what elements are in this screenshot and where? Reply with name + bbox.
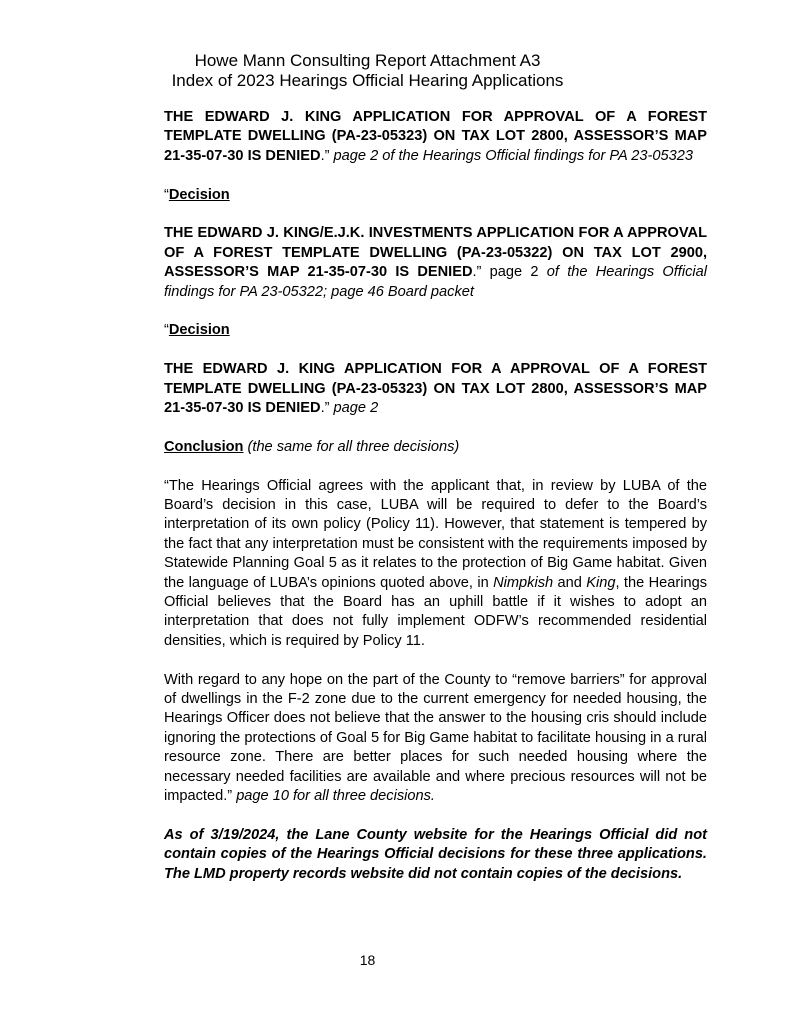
quote-open: “ xyxy=(164,186,169,203)
quote-open: “ xyxy=(164,322,169,339)
decision-heading xyxy=(164,321,707,340)
conclusion-note: (the same for all three decisions) xyxy=(243,438,460,455)
quote-close: .” xyxy=(320,400,334,417)
report-subtitle: Index of 2023 Hearings Official Hearing Applications xyxy=(171,71,564,90)
case-name-king: King xyxy=(586,574,616,591)
case-name-nimpkish: Nimpkish xyxy=(493,574,554,591)
paragraph-text: “The Hearings Official agrees with the applicant that, in review by LUBA of the Board’s decision in this case, LUBA will be required to defer to the Board’s interpretation of its own policy (Policy 11). However, that statement is tempered by the fact that any interpretation must be consistent with the requirements imposed by Statewide Planning Goal 5 as it relates to the protection of Big Game habitat. Given the language of LUBA’s opinions quoted above, in xyxy=(164,477,707,591)
citation: of the Hearings Official findings for PA 23-05322; page 46 Board packet xyxy=(164,264,707,300)
decision-statement: THE EDWARD J. KING/E.J.K. INVESTMENTS APPLICATION FOR A APPROVAL OF A FOREST TEMPLATE DWELLING (PA-23-05322) ON TAX LOT 2900, ASSESSOR’S MAP 21-35-07-30 IS DENIED xyxy=(164,225,707,281)
decision-label: Decision xyxy=(168,186,230,203)
decision-statement: THE EDWARD J. KING APPLICATION FOR A APPROVAL OF A FOREST TEMPLATE DWELLING (PA-23-05323) ON TAX LOT 2800, ASSESSOR’S MAP 21-35-07-30 IS DENIED xyxy=(164,361,707,417)
paragraph-text: , the Hearings Official believes that the Board has an uphill battle if it wishes to adopt an interpretation that does not fully implement ODFW’s recommended residential densities, which is required by Policy 11. xyxy=(164,574,707,649)
website-availability-note: As of 3/19/2024, the Lane County website for the Hearings Official did not contain copies of the Hearings Official decisions for these three applications. The LMD property records website did not contain copies of the decisions. xyxy=(164,826,707,882)
conclusion-paragraph-2 xyxy=(164,671,707,807)
document-body xyxy=(164,108,707,884)
conclusion-label: Conclusion xyxy=(164,438,244,455)
decision-label: Decision xyxy=(168,322,230,339)
quote-close: .” page 2 xyxy=(472,264,547,281)
report-title: Howe Mann Consulting Report Attachment A3 xyxy=(194,51,541,70)
paragraph-text: and xyxy=(553,574,587,591)
conclusion-paragraph-1 xyxy=(164,477,707,652)
decision-text-pa-23-05322 xyxy=(164,224,707,302)
decision-text-pa-23-05323-repeat xyxy=(164,360,707,418)
citation: page 2 of the Hearings Official findings for PA 23-05323 xyxy=(333,147,693,164)
decision-statement: THE EDWARD J. KING APPLICATION FOR APPROVAL OF A FOREST TEMPLATE DWELLING (PA-23-05323) ON TAX LOT 2800, ASSESSOR’S MAP 21-35-07-30 IS DENIED xyxy=(164,109,707,164)
quote-close: .” xyxy=(320,147,334,164)
decision-text-pa-23-05323 xyxy=(164,108,707,166)
citation: page 2 xyxy=(333,400,379,417)
decision-heading xyxy=(164,186,707,205)
page-number: 18 xyxy=(359,952,376,968)
citation: page 10 for all three decisions. xyxy=(236,788,435,805)
conclusion-heading xyxy=(164,438,707,457)
paragraph-text: With regard to any hope on the part of the County to “remove barriers” for approval of dwellings in the F-2 zone due to the current emergency for needed housing, the Hearings Officer does not believe that the answer to the housing cris should include ignoring the protections of Goal 5 for Big Game habitat to facilitate housing in a rural resource zone. There are better places for such needed housing where the necessary needed facilities are available and where precious resources will not be impacted.” xyxy=(164,671,707,805)
